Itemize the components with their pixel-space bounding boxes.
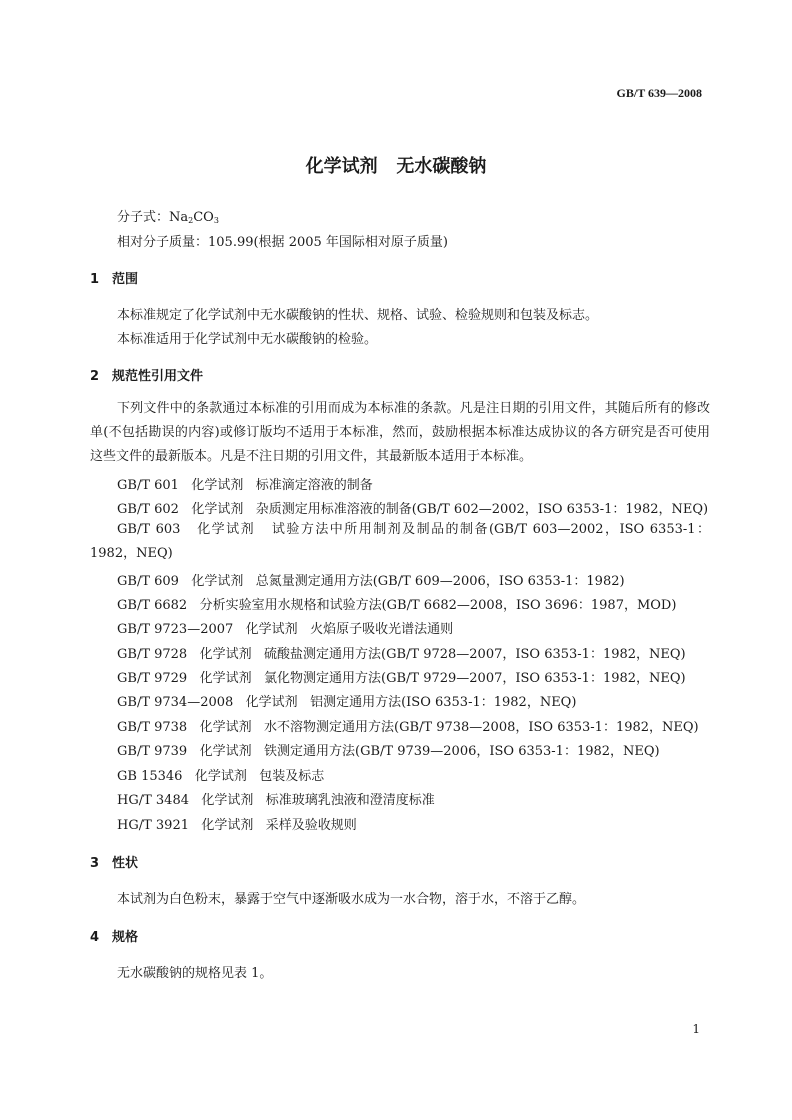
- page-number: 1: [692, 1022, 700, 1036]
- reference-item: GB/T 601 化学试剂 标准滴定溶液的制备: [117, 478, 373, 493]
- document-title: 化学试剂 无水碳酸钠: [305, 156, 487, 177]
- reference-item: GB/T 9739 化学试剂 铁测定通用方法(GB/T 9739—2006，ISO 6353-1：1982，NEQ): [117, 744, 660, 759]
- reference-item: HG/T 3921 化学试剂 采样及验收规则: [117, 818, 357, 833]
- reference-item: GB/T 9738 化学试剂 水不溶物测定通用方法(GB/T 9738—2008，ISO 6353-1：1982，NEQ): [117, 720, 699, 735]
- reference-item: GB/T 9734—2008 化学试剂 铝测定通用方法(ISO 6353-1：1982，NEQ): [117, 695, 577, 710]
- section-heading-properties: 3 性状: [90, 856, 139, 871]
- reference-item: GB/T 609 化学试剂 总氮量测定通用方法(GB/T 609—2006，ISO 6353-1：1982): [117, 574, 625, 589]
- molecular-formula: 分子式：$Na_2CO_3$: [117, 210, 219, 225]
- references-intro-paragraph: 下列文件中的条款通过本标准的引用而成为本标准的条款。凡是注日期的引用文件，其随后所有的修改单(不包括勘误的内容)或修订版均不适用于本标准，然而，鼓励根据本标准达成协议的各方研究是否可使用这些文件的最新版本。凡是不注日期的引用文件，其最新版本适用于本标准。: [90, 401, 710, 464]
- section-heading-specification: 4 规格: [90, 930, 139, 945]
- properties-paragraph: 本试剂为白色粉末，暴露于空气中逐渐吸水成为一水合物，溶于水，不溶于乙醇。: [117, 892, 586, 907]
- reference-item: HG/T 3484 化学试剂 标准玻璃乳浊液和澄清度标准: [117, 793, 435, 808]
- section-heading-normative-references: 2 规范性引用文件: [90, 369, 204, 384]
- reference-item: GB 15346 化学试剂 包装及标志: [117, 769, 325, 784]
- standard-code: GB/T 639—2008: [616, 86, 702, 100]
- reference-item: GB/T 602 化学试剂 杂质测定用标准溶液的制备(GB/T 602—2002，ISO 6353-1：1982，NEQ): [117, 502, 709, 517]
- reference-item: GB/T 603 化学试剂 试验方法中所用制剂及制品的制备(GB/T 603—2002，ISO 6353-1：1982，NEQ): [90, 522, 710, 561]
- molecular-mass: 相对分子质量：105.99(根据 2005 年国际相对原子质量): [117, 235, 448, 250]
- scope-paragraph: 本标准规定了化学试剂中无水碳酸钠的性状、规格、试验、检验规则和包装及标志。: [117, 308, 599, 323]
- specification-paragraph: 无水碳酸钠的规格见表 1。: [117, 966, 273, 981]
- reference-item: GB/T 9723—2007 化学试剂 火焰原子吸收光谱法通则: [117, 622, 454, 637]
- section-heading-scope: 1 范围: [90, 272, 139, 287]
- reference-item: GB/T 9728 化学试剂 硫酸盐测定通用方法(GB/T 9728—2007，ISO 6353-1：1982，NEQ): [117, 647, 686, 662]
- scope-paragraph: 本标准适用于化学试剂中无水碳酸钠的检验。: [117, 332, 378, 347]
- reference-item: GB/T 6682 分析实验室用水规格和试验方法(GB/T 6682—2008，ISO 3696：1987，MOD): [117, 598, 677, 613]
- reference-item: GB/T 9729 化学试剂 氯化物测定通用方法(GB/T 9729—2007，ISO 6353-1：1982，NEQ): [117, 671, 686, 686]
